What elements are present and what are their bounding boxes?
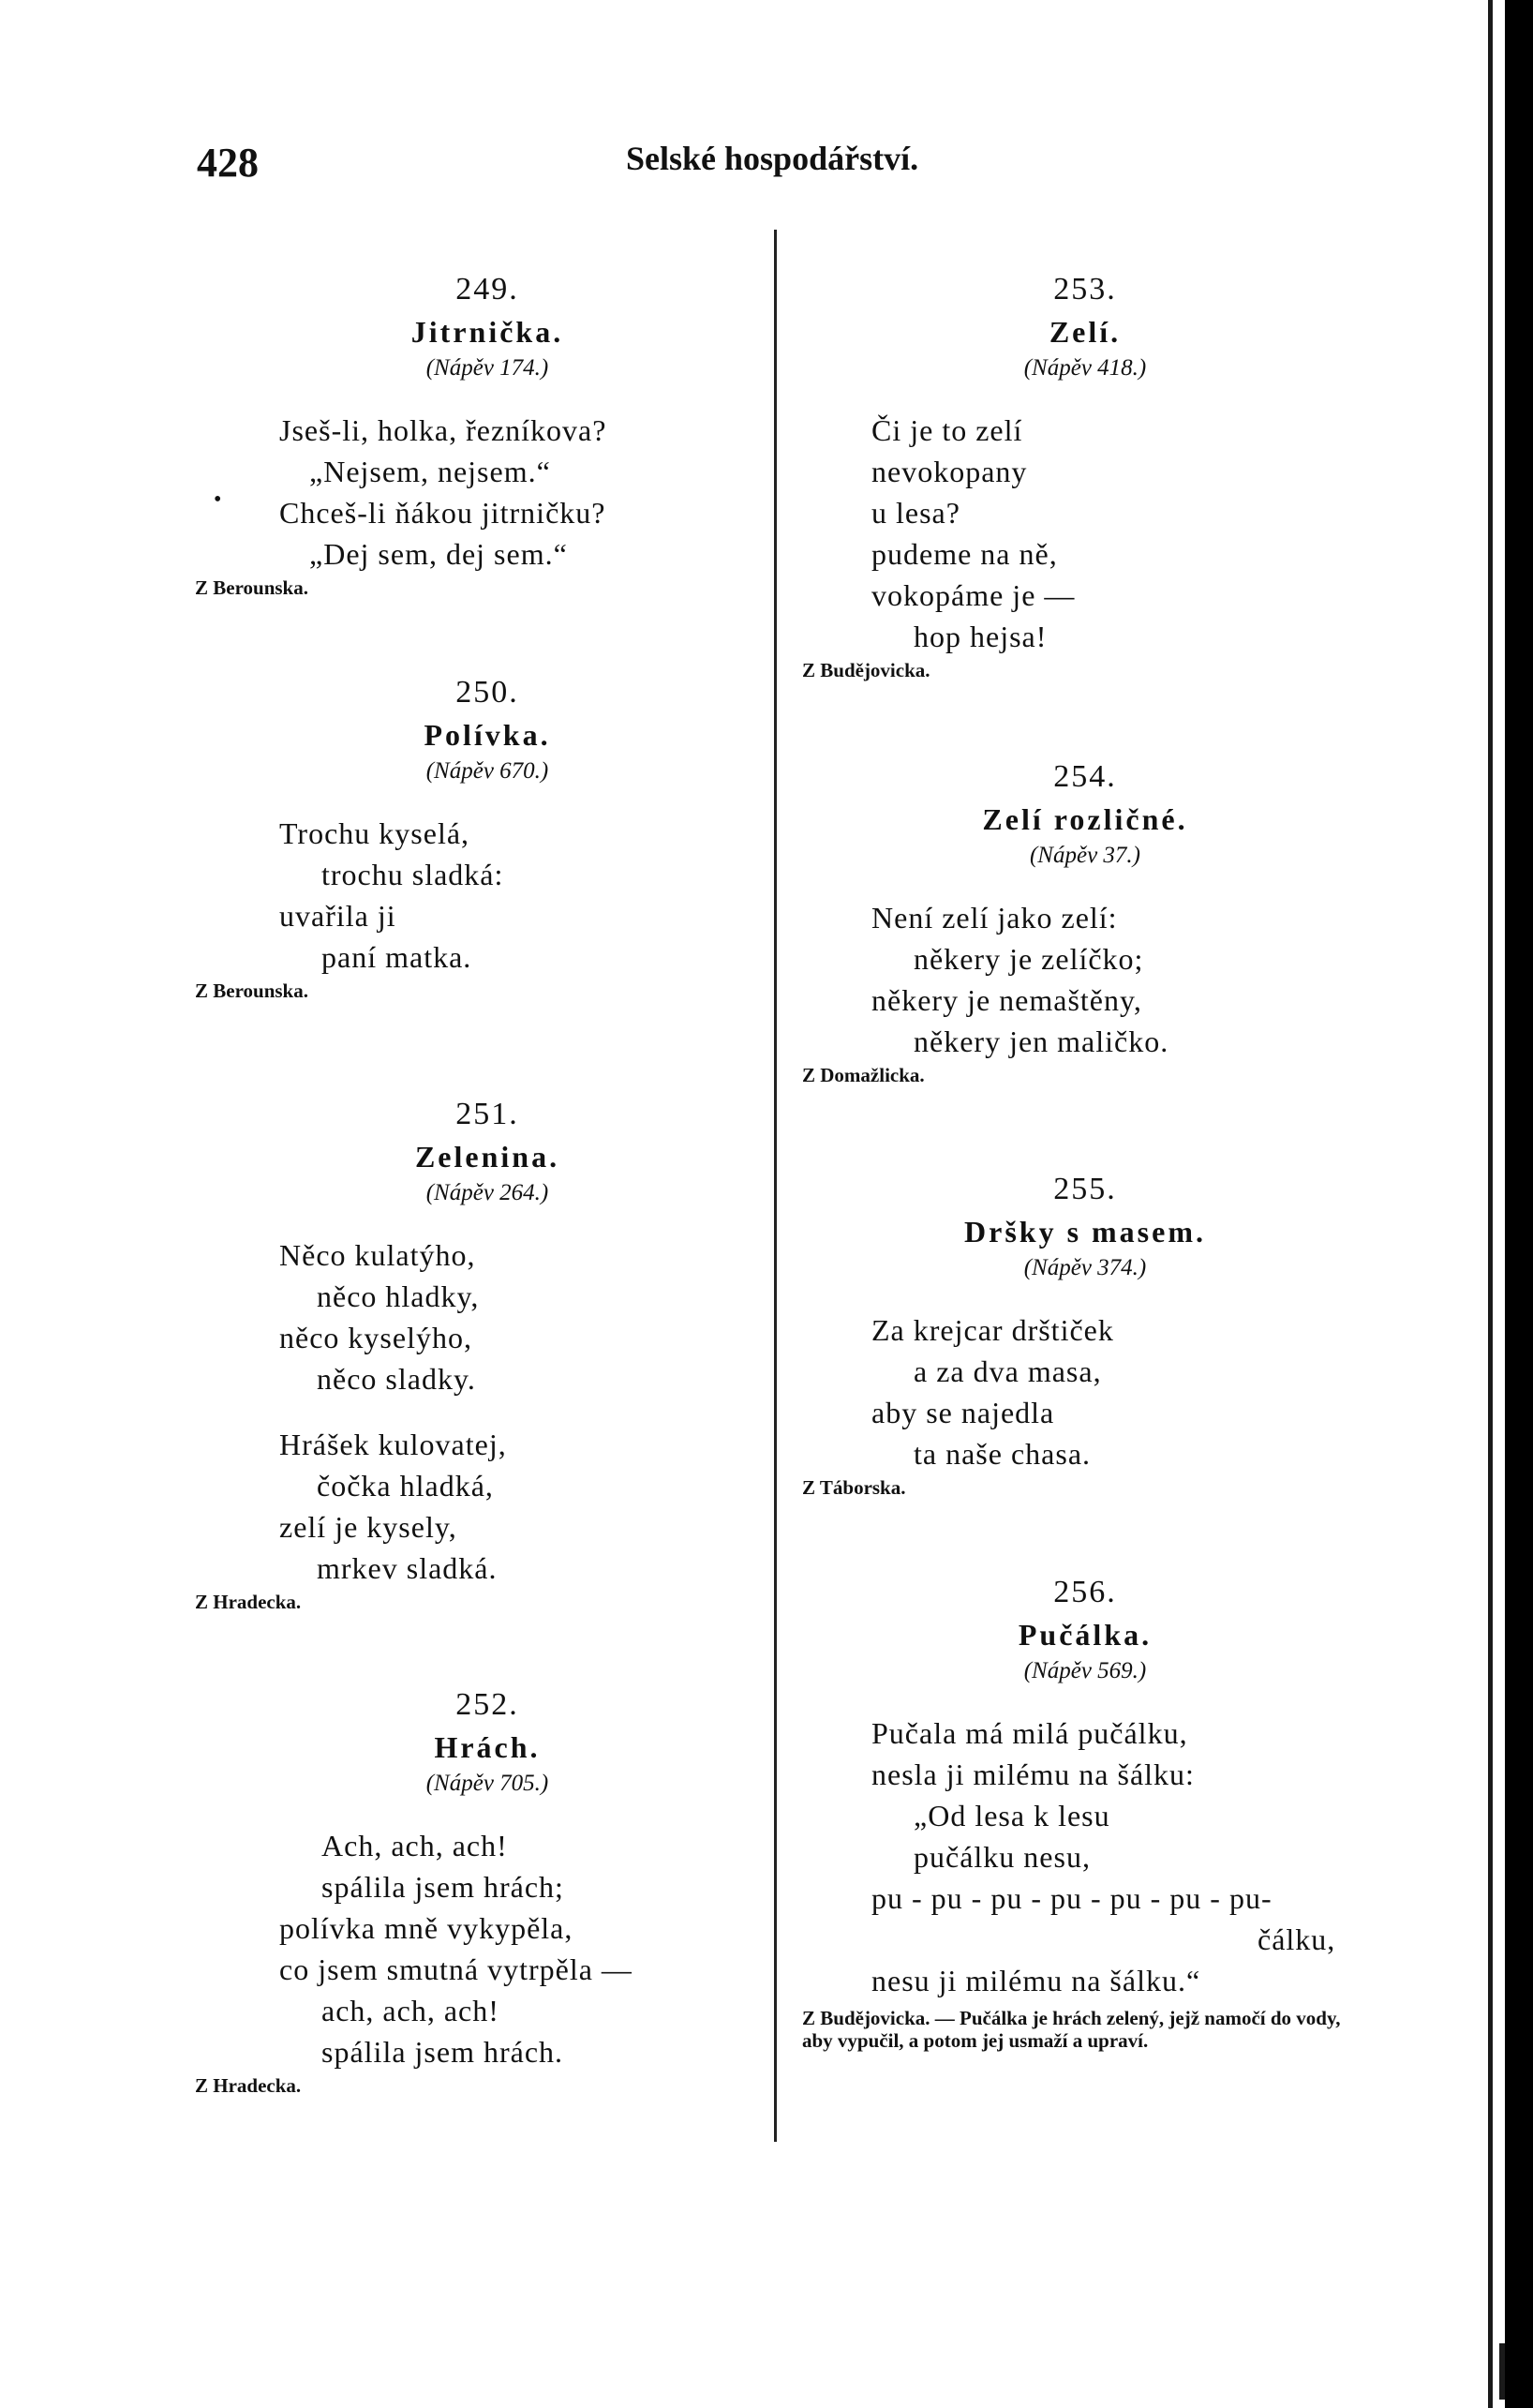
- song-title: Zelí.: [1049, 315, 1122, 349]
- verse-line: co jsem smutná vytrpěla —: [279, 1952, 633, 1986]
- source-note: Z Hradecka.: [195, 1591, 302, 1613]
- verse-line: čočka hladká,: [317, 1469, 494, 1503]
- verse-line: pu - pu - pu - pu - pu - pu - pu-: [871, 1881, 1273, 1915]
- source-note: Z Budějovicka.: [802, 659, 930, 681]
- song-256: [804, 1575, 1366, 2052]
- song-number: 255.: [1053, 1172, 1117, 1206]
- verse-line: spálila jsem hrách;: [321, 1870, 564, 1904]
- song-title: Polívka.: [424, 718, 551, 752]
- song-250: [197, 675, 722, 1003]
- verse-line: „Dej sem, dej sem.“: [309, 537, 568, 571]
- source-note: Z Berounska.: [195, 980, 308, 1002]
- verse-block: [197, 813, 722, 978]
- song-number: 254.: [1053, 759, 1117, 794]
- song-249: [197, 272, 722, 600]
- verse-line: někery je nemaštěny,: [871, 983, 1142, 1017]
- verse-block: [197, 410, 722, 575]
- verse-line: čálku,: [1258, 1922, 1336, 1956]
- melody-reference: (Nápěv 705.): [425, 1771, 549, 1796]
- song-252: [197, 1687, 722, 2098]
- verse-block: [197, 1234, 722, 1589]
- verse-line: „Od lesa k lesu: [914, 1799, 1110, 1832]
- verse-line: někery jen maličko.: [914, 1025, 1169, 1058]
- verse-line: Hrášek kulovatej,: [279, 1428, 507, 1461]
- verse-line: „Nejsem, nejsem.“: [309, 455, 551, 488]
- page-number: 428: [197, 140, 259, 186]
- verse-line: Jseš-li, holka, řezníkova?: [279, 413, 607, 447]
- verse-line: Ach, ach, ach!: [321, 1829, 508, 1862]
- verse-line: ach, ach, ach!: [321, 1994, 499, 2027]
- verse-line: pudeme na ně,: [871, 537, 1058, 571]
- verse-line: mrkev sladká.: [317, 1551, 498, 1585]
- song-title: Pučálka.: [1018, 1618, 1153, 1652]
- song-title: Hrách.: [434, 1730, 541, 1764]
- verse-line: Trochu kyselá,: [279, 816, 470, 850]
- verse-line: aby se najedla: [871, 1396, 1055, 1429]
- source-note: Z Budějovicka. — Pučálka je hrách zelený, jejž namočí do vody, aby vypučil, a potom jej usmaží a upraví.: [802, 2007, 1341, 2052]
- verse-line: něco sladky.: [317, 1362, 476, 1396]
- page-edge: [1505, 0, 1533, 2408]
- verse-line: nevokopany: [871, 455, 1028, 488]
- verse-block: [804, 897, 1366, 1062]
- verse-line: u lesa?: [871, 496, 960, 530]
- melody-reference: (Nápěv 264.): [425, 1180, 549, 1205]
- page-edge-line: [1488, 0, 1493, 2408]
- page-edge-mark: [1499, 2343, 1505, 2400]
- verse-block: [804, 1309, 1366, 1474]
- source-note: Z Táborska.: [802, 1476, 906, 1499]
- verse-line: někery je zelíčko;: [914, 942, 1144, 976]
- verse-line: polívka mně vykypěla,: [279, 1911, 573, 1945]
- song-title: Zelenina.: [414, 1140, 560, 1174]
- verse-line: hop hejsa!: [914, 620, 1048, 653]
- song-title: Zelí rozličné.: [982, 802, 1188, 836]
- song-number: 249.: [455, 272, 519, 307]
- song-title: Dršky s masem.: [964, 1215, 1206, 1249]
- verse-line: něco hladky,: [317, 1279, 480, 1313]
- melody-reference: (Nápěv 37.): [1029, 843, 1141, 868]
- melody-reference: (Nápěv 670.): [425, 758, 549, 784]
- song-255: [804, 1172, 1366, 1500]
- song-254: [804, 759, 1366, 1087]
- song-number: 251.: [455, 1097, 519, 1131]
- source-note: Z Berounska.: [195, 576, 308, 599]
- song-title: Jitrnička.: [410, 315, 564, 349]
- song-number: 250.: [455, 675, 519, 710]
- verse-line: Něco kulatýho,: [279, 1238, 476, 1272]
- verse-line: Chceš-li ňákou jitrničku?: [279, 496, 606, 530]
- verse-line: paní matka.: [321, 940, 472, 974]
- verse-line: Či je to zelí: [871, 413, 1023, 447]
- verse-line: nesu ji milému na šálku.“: [871, 1964, 1201, 1997]
- running-title: Selské hospodářství.: [626, 140, 919, 177]
- stray-mark: •: [214, 487, 222, 512]
- verse-line: nesla ji milému na šálku:: [871, 1757, 1195, 1791]
- verse-line: trochu sladká:: [321, 858, 504, 891]
- melody-reference: (Nápěv 569.): [1023, 1658, 1147, 1683]
- verse-line: Není zelí jako zelí:: [871, 901, 1118, 935]
- song-251: [197, 1097, 722, 1614]
- verse-line: uvařila ji: [279, 899, 396, 933]
- song-number: 256.: [1053, 1575, 1117, 1609]
- verse-line: ta naše chasa.: [914, 1437, 1092, 1471]
- song-253: [804, 272, 1366, 682]
- verse-block: [804, 1713, 1366, 2001]
- verse-line: pučálku nesu,: [914, 1840, 1091, 1874]
- verse-line: něco kyselýho,: [279, 1321, 472, 1354]
- verse-line: Za krejcar drštiček: [871, 1313, 1114, 1347]
- verse-block: [804, 410, 1366, 657]
- stanza-break: [279, 1399, 722, 1424]
- verse-line: a za dva masa,: [914, 1354, 1102, 1388]
- melody-reference: (Nápěv 174.): [425, 355, 549, 381]
- verse-line: zelí je kysely,: [279, 1510, 457, 1544]
- song-number: 253.: [1053, 272, 1117, 307]
- source-note: Z Hradecka.: [195, 2074, 302, 2097]
- verse-line: vokopáme je —: [871, 578, 1076, 612]
- source-note: Z Domažlicka.: [802, 1064, 925, 1086]
- melody-reference: (Nápěv 418.): [1023, 355, 1147, 381]
- verse-line: Pučala má milá pučálku,: [871, 1716, 1188, 1750]
- verse-block: [197, 1825, 722, 2072]
- melody-reference: (Nápěv 374.): [1023, 1255, 1147, 1280]
- song-number: 252.: [455, 1687, 519, 1722]
- verse-line: spálila jsem hrách.: [321, 2035, 564, 2069]
